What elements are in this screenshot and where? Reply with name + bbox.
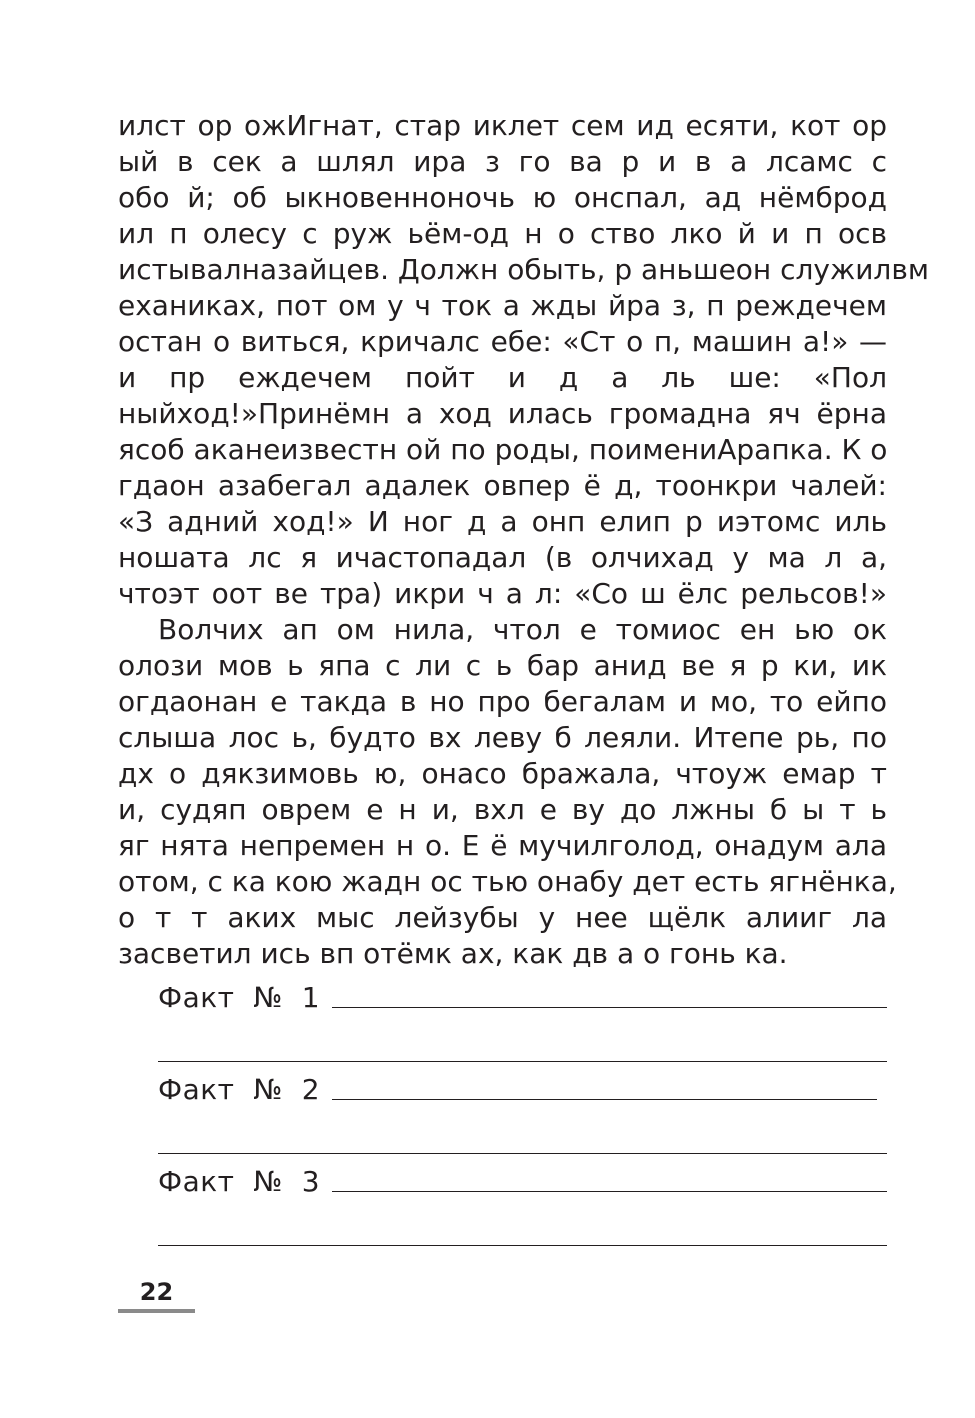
text-line: огдаонан е такда в но про бегалам и мо, то ейпо [118,685,887,718]
text-line: и пр еждечем пойт и д а ль ше: «Пол [118,361,887,394]
text-line: олози мов ь япа с ли с ь бар анид ве я р ки, ик [118,649,887,682]
text-line: остан о виться, кричалс ебе: «Ст о п, машин а!» — [118,325,887,358]
text-line: о т т аких мыс лейзубы у нее щёлк алииг ла [118,901,887,934]
fact-3-answer-line[interactable] [332,1190,887,1192]
text-line: чтоэт оот ве тра) икри ч а л: «Со ш ёлс рельсов!» [118,577,887,610]
text-line: ношата лс я ичастопадал (в олчихад у ма л а, [118,541,887,574]
text-line: обо й; об ыкновенноночь ю онспал, ад нёмброд [118,181,887,214]
fact-1-answer-line[interactable] [332,1006,887,1008]
text-line: истывалназайцев. Должн обыть, р аньшеон служилвм [118,253,929,286]
main-text [118,108,929,972]
text-line: слыша лос ь, будто вх леву б леяли. Итепе рь, по [118,721,887,754]
fact-1-continuation-line[interactable] [158,1060,887,1062]
fact-3-continuation-line[interactable] [158,1244,887,1246]
text-line: и, судяп оврем е н и, вхл е ву до лжны б ы т ь [118,793,887,826]
text-line: илст ор ожИгнат, стар иклет сем ид есяти, кот ор [118,109,887,142]
text-line: еханиках, пот ом у ч ток а жды йра з, п реждечем [118,289,887,322]
text-line: яг нята непремен н о. Е ё мучилголод, онадум ала [118,829,887,862]
text-line: ый в сек а шлял ира з го ва р и в а лсамс с [118,145,887,178]
text-line: «З адний ход!» И ног д а онп елип р иэтомс иль [118,505,887,538]
text-line: засветил ись вп отёмк ах, как дв а о гонь ка. [118,937,788,970]
fact-2-answer-line[interactable] [332,1098,877,1100]
paragraph-2 [118,612,897,972]
fact-1-continuation-row [158,1016,887,1062]
text-line: Волчих ап ом нила, чтол е томиос ен ью ок [158,613,887,646]
text-line: дх о дякзимовь ю, онасо бражала, чтоуж емар т [118,757,887,790]
fact-2-continuation-line[interactable] [158,1152,887,1154]
text-line: отом, с ка кою жадн ос тью онабу дет есть ягнёнка, [118,865,897,898]
page-number: 22 [118,1275,195,1313]
fact-3-label: Факт № 3 [158,1165,321,1198]
fact-1-label: Факт № 1 [158,981,321,1014]
text-line: ясоб аканеизвестн ой по роды, поимениАрапка. К о [118,433,888,466]
fact-2-row [158,1072,887,1108]
paragraph-1 [118,108,929,612]
fact-2-continuation-row [158,1108,887,1154]
text-line: ныйход!»Принёмн а ход илась громадна яч ёрна [118,397,887,430]
fact-1-row [158,980,887,1016]
fact-2-label: Факт № 2 [158,1073,321,1106]
text-line: ил п олесу с руж ьём-од н о ство лко й и п осв [118,217,887,250]
facts-section [158,980,887,1246]
fact-3-row [158,1164,887,1200]
text-line: гдаон азабегал адалек овпер ё д, тоонкри чалей: [118,469,887,502]
fact-3-continuation-row [158,1200,887,1246]
